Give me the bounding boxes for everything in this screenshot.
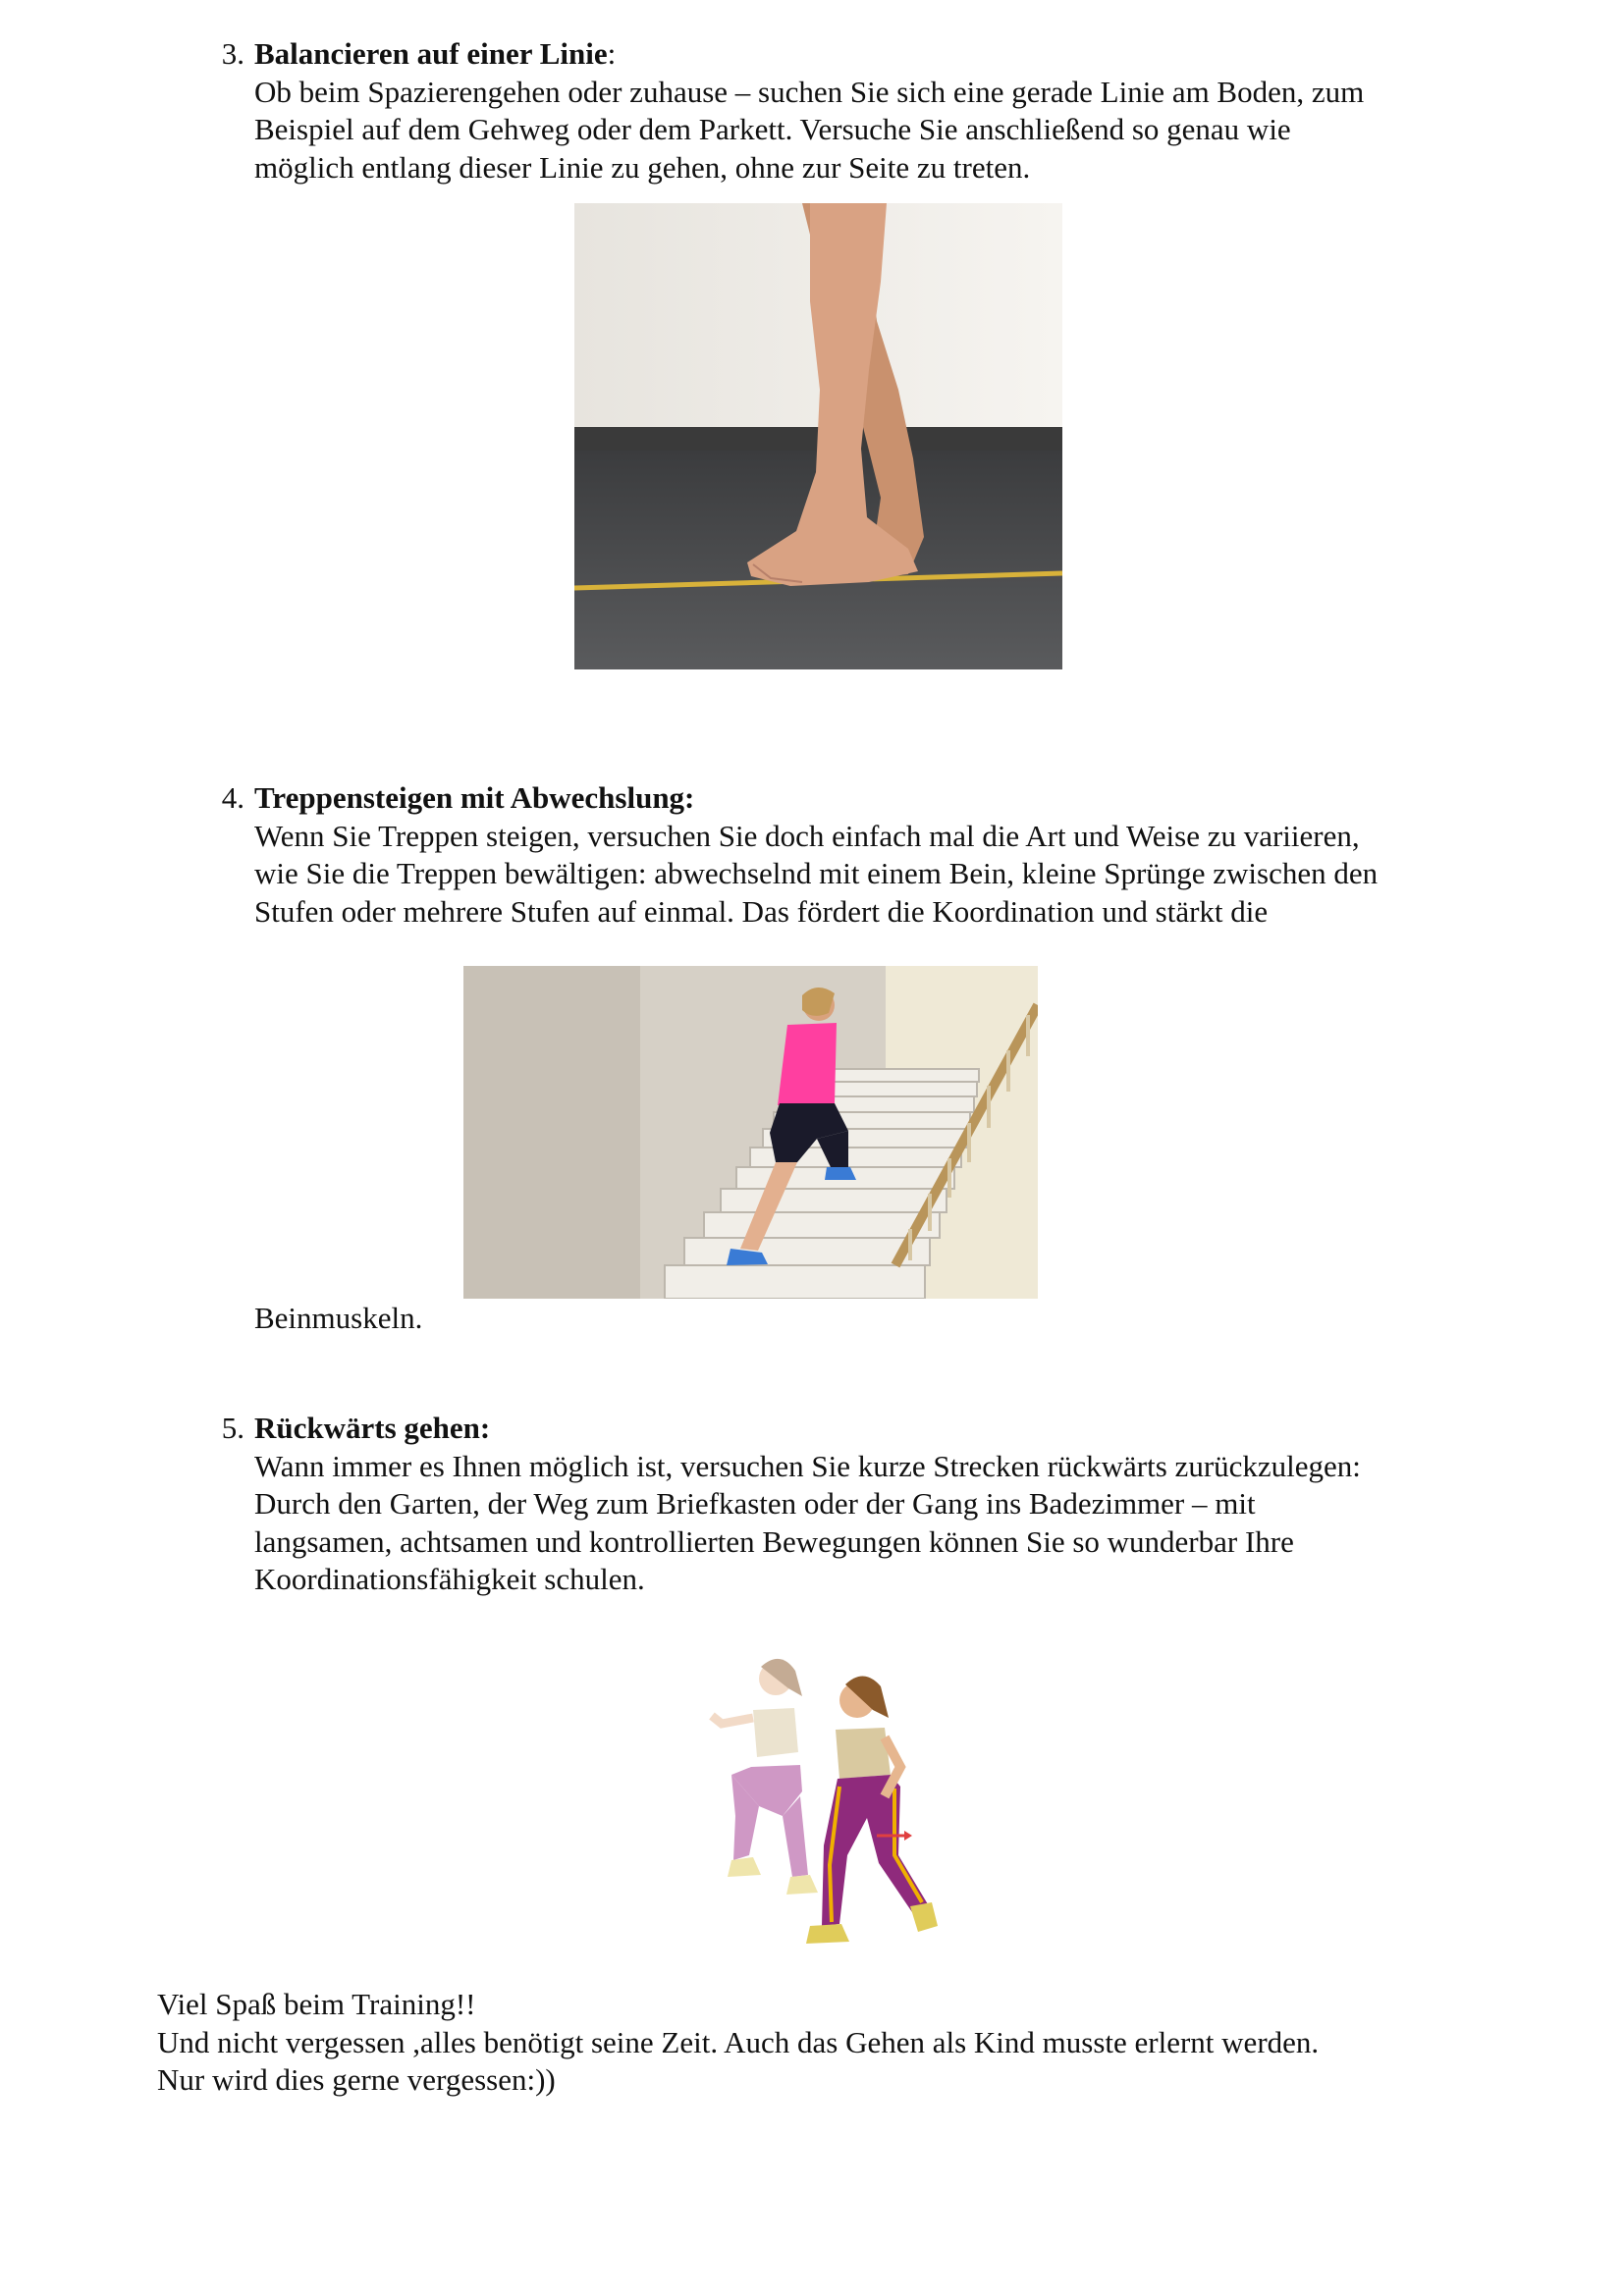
- list-number: 5.: [221, 1411, 244, 1445]
- item-text-line: Wenn Sie Treppen steigen, versuchen Sie doch einfach mal die Art und Weise zu variieren,: [254, 818, 1360, 853]
- list-number: 3.: [221, 36, 244, 71]
- item-text-line: Wann immer es Ihnen möglich ist, versuchen Sie kurze Strecken rückwärts zurückzulegen:: [254, 1448, 1361, 1483]
- item-text-line: langsamen, achtsamen und kontrollierten Bewegungen können Sie so wunderbar Ihre: [254, 1523, 1294, 1559]
- list-item-3: [211, 35, 1517, 187]
- item-text-line: Ob beim Spazierengehen oder zuhause – suchen Sie sich eine gerade Linie am Boden, zum: [254, 74, 1365, 109]
- item-title: Rückwärts gehen:: [254, 1411, 491, 1445]
- item-title: Treppensteigen mit Abwechslung:: [254, 780, 695, 815]
- item-text-line: Stufen oder mehrere Stufen auf einmal. Das fördert die Koordination und stärkt die: [254, 893, 1269, 929]
- closing-line: Und nicht vergessen ,alles benötigt seine Zeit. Auch das Gehen als Kind musste erlernt werden.: [157, 2024, 1320, 2059]
- item-text-line: Koordinationsfähigkeit schulen.: [254, 1562, 645, 1596]
- list-number: 4.: [221, 780, 244, 815]
- item-text-line: Durch den Garten, der Weg zum Briefkasten oder der Gang ins Badezimmer – mit: [254, 1486, 1256, 1521]
- item-text-line: Beispiel auf dem Gehweg oder dem Parkett. Versuche Sie anschließend so genau wie: [254, 112, 1291, 146]
- item-text-continuation: Beinmuskeln.: [254, 1301, 423, 1335]
- item-heading: [254, 35, 1517, 74]
- item-title: Balancieren auf einer Linie: [254, 36, 608, 71]
- closing-note: [157, 1986, 1512, 2100]
- list-item-5: [211, 1410, 1517, 1599]
- item-text-line: wie Sie die Treppen bewältigen: abwechselnd mit einem Bein, kleine Sprünge zwischen den: [254, 856, 1379, 890]
- closing-line: Viel Spaß beim Training!!: [157, 1987, 476, 2021]
- title-colon: :: [607, 36, 617, 71]
- photo-feet-balancing-on-line: [574, 203, 1062, 669]
- item-text-line: möglich entlang dieser Linie zu gehen, ohne zur Seite zu treten.: [254, 149, 1031, 185]
- illustration-walking-woman: [692, 1649, 957, 1963]
- photo-woman-climbing-stairs: [463, 966, 1038, 1299]
- list-item-4: [211, 779, 1517, 931]
- closing-line: Nur wird dies gerne vergessen:)): [157, 2062, 556, 2097]
